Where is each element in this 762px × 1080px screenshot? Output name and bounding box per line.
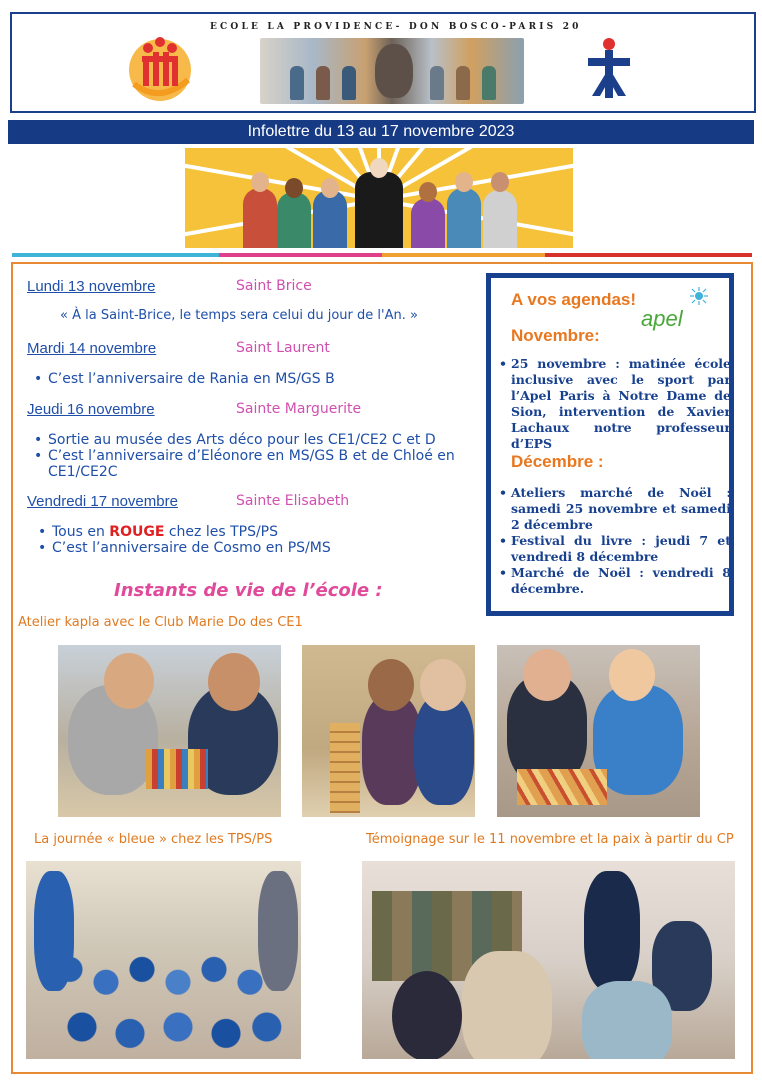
saint-monday: Saint Brice xyxy=(236,278,312,294)
photo-kapla-1 xyxy=(58,645,281,817)
list-item: • Tous en ROUGE chez les TPS/PS xyxy=(52,524,331,540)
photo-journee-bleue xyxy=(26,861,301,1059)
thursday-list xyxy=(48,432,468,480)
tuesday-list xyxy=(48,371,335,387)
caption-temoignage: Témoignage sur le 11 novembre et la paix à partir du CP xyxy=(366,832,734,847)
day-monday: Lundi 13 novembre xyxy=(27,278,156,295)
newsletter-title: Infolettre du 13 au 17 novembre 2023 xyxy=(8,120,754,144)
saint-thursday: Sainte Marguerite xyxy=(236,401,362,417)
weather-proverb: « À la Saint-Brice, le temps sera celui du jour de l'An. » xyxy=(60,308,418,323)
photo-kapla-2 xyxy=(302,645,475,817)
agenda-box xyxy=(486,273,734,616)
school-name: ECOLE LA PROVIDENCE- DON BOSCO-PARIS 20 xyxy=(210,22,582,32)
agenda-title: A vos agendas! xyxy=(511,290,637,309)
header-illustration xyxy=(185,148,573,248)
day-tuesday: Mardi 14 novembre xyxy=(27,340,157,357)
list-item: • Festival du livre : jeudi 7 et vendredi 8 décembre xyxy=(511,533,731,565)
caption-bleue: La journée « bleue » chez les TPS/PS xyxy=(34,832,273,847)
section-title: Instants de vie de l’école : xyxy=(114,580,383,601)
list-item: • C’est l’anniversaire de Cosmo en PS/MS xyxy=(52,540,331,556)
list-item: • C’est l’anniversaire de Rania en MS/GS B xyxy=(48,371,335,387)
list-item: • Sortie au musée des Arts déco pour les CE1/CE2 C et D xyxy=(48,432,468,448)
people-logo-icon xyxy=(124,34,194,102)
friday-list xyxy=(52,524,331,556)
list-item: • Marché de Noël : vendredi 8 décembre. xyxy=(511,565,731,597)
list-item: • Ateliers marché de Noël : samedi 25 novembre et samedi 2 décembre xyxy=(511,485,731,533)
photo-temoignage xyxy=(362,861,735,1059)
apel-logo: apel xyxy=(641,306,683,331)
photo-kapla-3 xyxy=(497,645,700,817)
day-friday: Vendredi 17 novembre xyxy=(27,493,178,510)
list-item: • C’est l’anniversaire d’Eléonore en MS/GS B et de Chloé en CE1/CE2C xyxy=(48,448,468,480)
don-bosco-mural-photo xyxy=(260,38,524,104)
caption-kapla: Atelier kapla avec le Club Marie Do des CE1 xyxy=(18,615,303,630)
day-thursday: Jeudi 16 novembre xyxy=(27,401,155,418)
saint-friday: Sainte Elisabeth xyxy=(236,493,350,509)
color-divider xyxy=(12,253,752,257)
saint-tuesday: Saint Laurent xyxy=(236,340,330,356)
november-label: Novembre: xyxy=(511,326,600,345)
cross-figure-logo-icon xyxy=(584,34,634,98)
november-list xyxy=(511,356,731,452)
december-list xyxy=(511,485,731,597)
header xyxy=(10,12,756,113)
rouge-highlight: ROUGE xyxy=(109,524,165,540)
dandelion-icon xyxy=(689,286,709,306)
december-label: Décembre : xyxy=(511,452,604,471)
list-item: • 25 novembre : matinée école inclusive avec le sport par l’Apel Paris à Notre Dame de Sion, intervention de Xavier Lachaux notre professeur d’EPS xyxy=(511,356,731,452)
